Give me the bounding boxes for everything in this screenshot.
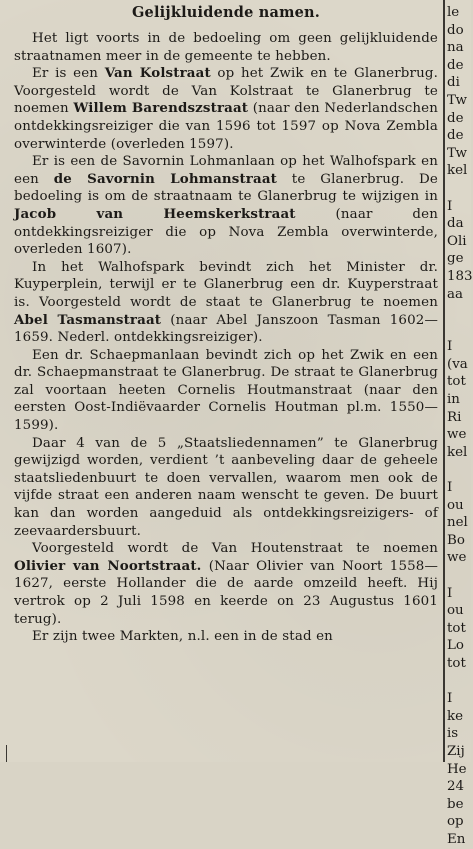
text-run: Het ligt voorts in de bedoeling om geen gelijkluidende straatnamen meer in de gemeente te hebben. (14, 31, 438, 64)
text-run: (naar den Nederlandschen ontdekkingsreiziger die van 1596 tot 1597 op Nova Zembla overwinterde (overleden 1597). (14, 101, 438, 152)
paragraph (14, 65, 438, 153)
text-run: In het Walhofspark bevindt zich het Minister dr. Kuyperplein, terwijl er te Glanerbrug een dr. Kuyperstraat is. Voorgesteld wordt de staat te Glanerbrug te noemen (14, 259, 438, 310)
column-fragment: is (447, 726, 459, 742)
bold-street-name: Willem Barendszstraat (73, 100, 249, 117)
bold-street-name: Olivier van Noortstraat. (14, 557, 202, 574)
column-fragment: op (447, 814, 464, 830)
column-fragment: in (447, 392, 460, 408)
column-fragment: de (447, 110, 464, 126)
paragraph (14, 628, 438, 646)
paragraph (14, 153, 438, 259)
column-fragment: I (447, 339, 453, 355)
column-fragment: tot (447, 620, 466, 636)
text-run: op het Zwik en te Glanerbrug. Voorgesteld wordt de Van Kolstraat te Glanerbrug te noemen (14, 66, 438, 117)
column-fragment: do (447, 22, 464, 38)
text-run: Er is een de Savornin Lohmanlaan op het Walhofspark en een (14, 154, 438, 187)
column-fragment: Zij (447, 743, 465, 759)
text-run: Er is een (32, 66, 105, 82)
column-fragment: Tw (447, 145, 467, 161)
column-fragment: we (447, 550, 467, 566)
column-fragment: I (447, 585, 453, 601)
column-fragment (447, 461, 471, 479)
column-fragment: ou (447, 603, 464, 619)
column-fragment: ou (447, 497, 464, 513)
column-fragment: da (447, 216, 464, 232)
column-fragment: de (447, 57, 464, 73)
text-run: Daar 4 van de 5 „Staatsliedennamen” te Glanerbrug gewijzigd worden, verdient ’t aanbeveling daar de geheele staatsliedenbuurt te doen vervallen, waarom men ook de vijfde straat een anderen naam wenscht te geven. De buurt kan dan worden aangeduid als ontdekkingsreizigers- of zeevaardersbuurt. (14, 435, 438, 539)
column-fragment: we (447, 427, 467, 443)
column-fragment (447, 673, 471, 691)
text-run: (Naar Olivier van Noort 1558—1627, eerste Hollander die de aarde omzeild heeft. Hij vertrok op 2 Juli 1598 en keerde on 23 Augustus 1601 terug). (14, 558, 438, 627)
column-fragment: Bo (447, 532, 465, 548)
column-fragment: 24 (447, 779, 465, 795)
column-fragment: be (447, 796, 464, 812)
text-run: (naar Abel Janszoon Tasman 1602—1659. Nederl. ontdekkingsreiziger). (14, 312, 438, 346)
bold-street-name: Abel Tasmanstraat (14, 311, 162, 328)
column-fragment: Lo (447, 638, 464, 654)
column-fragment: tot (447, 374, 466, 390)
text-run: Er zijn twee Markten, n.l. een in de stad en (32, 629, 333, 645)
column-fragment: di (447, 75, 460, 91)
text-run: (naar den ontdekkingsreiziger die op Nova Zembla overwinterde, overleden 1607). (14, 206, 438, 258)
column-fragment: He (447, 761, 467, 777)
paragraph (14, 540, 438, 628)
headline: Gelijkluidende namen. (131, 4, 321, 21)
article (14, 4, 438, 758)
text-run: te Glanerbrug. De bedoeling is om de straatnaam te Glanerbrug te wijzigen in (14, 171, 438, 205)
column-fragment: kel (447, 163, 468, 179)
column-fragment: ge (447, 251, 464, 267)
text-run: Voorgesteld wordt de Van Houtenstraat te noemen (32, 541, 438, 557)
text-run: Een dr. Schaepmanlaan bevindt zich op het Zwik en een dr. Schaepmanstraat te Glanerbrug. De straat te Glanerbrug zal voortaan heeten Cornelis Houtmanstraat (naar den eersten Oost-Indiëvaarder Cornelis Houtman pl.m. 1550—1599). (14, 347, 438, 434)
left-rule (6, 745, 7, 762)
column-fragment: I (447, 691, 453, 707)
column-fragment: de (447, 128, 464, 144)
column-fragment: nel (447, 515, 468, 531)
column-fragment: kel (447, 444, 468, 460)
column-fragment (447, 303, 471, 321)
adjacent-column-fragments (447, 4, 473, 847)
column-fragment: Ri (447, 409, 462, 425)
column-fragment: ke (447, 708, 464, 724)
column-fragment: 183 (447, 268, 473, 284)
paragraph (14, 435, 438, 541)
column-fragment: Tw (447, 92, 467, 108)
column-fragment: En (447, 831, 466, 847)
column-fragment: tot (447, 655, 466, 671)
column-fragment: (va (447, 356, 468, 372)
column-fragment: le (447, 5, 460, 20)
column-fragment: I (447, 480, 453, 496)
column-fragment (447, 180, 471, 198)
column-rule (443, 0, 445, 762)
bold-street-name: Jacob van Heemskerkstraat (14, 205, 296, 222)
paragraph (14, 347, 438, 435)
column-fragment (447, 567, 471, 585)
article-body (14, 30, 438, 646)
column-fragment: Oli (447, 233, 467, 249)
column-fragment (447, 321, 471, 339)
column-fragment: aa (447, 286, 463, 302)
column-fragment: na (447, 40, 464, 56)
paragraph (14, 259, 438, 347)
bold-street-name: Van Kolstraat (104, 65, 211, 82)
bold-street-name: de Savornin Lohmanstraat (53, 170, 277, 187)
paragraph (14, 30, 438, 65)
column-fragment: I (447, 198, 453, 214)
